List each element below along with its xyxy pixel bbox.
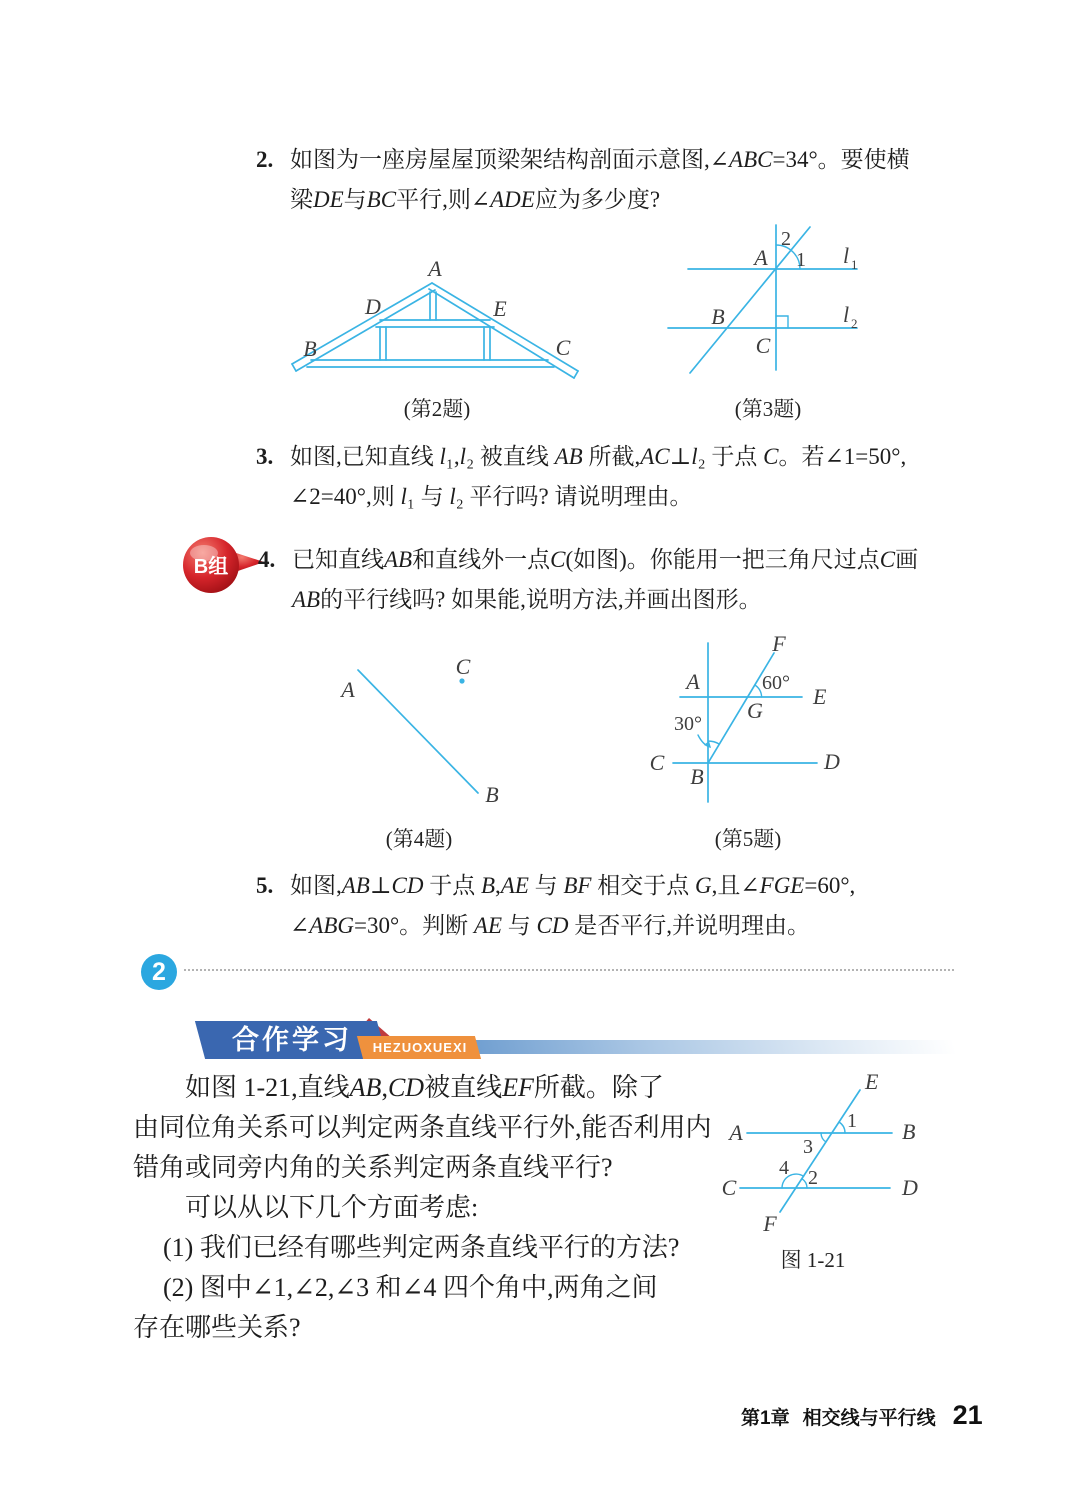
fig121-label-2: 2: [808, 1167, 818, 1189]
problem-3-number: 3.: [256, 444, 274, 469]
footer-page-number: 21: [952, 1400, 983, 1430]
problem-2: [256, 140, 990, 220]
fig5-label-30: 30°: [674, 713, 702, 735]
section-number-badge: 2: [141, 954, 177, 990]
figure-problem5: [648, 633, 848, 818]
banner-gradient-bar: [468, 1040, 957, 1054]
sec2-line2: 由同位角关系可以判定两条直线平行外,能否利用内: [133, 1113, 712, 1142]
page-footer: [741, 1400, 991, 1431]
fig2-label-e: E: [493, 296, 507, 321]
fig4-caption: (第4题): [385, 827, 453, 851]
fig3-label-l1: l: [843, 243, 850, 268]
problem-5-line2: ∠ABG=30°。判断 AE 与 CD 是否平行,并说明理由。: [290, 913, 810, 938]
problem-5-number: 5.: [256, 873, 274, 898]
banner-subtitle: HEZUOXUEXI: [372, 1040, 468, 1055]
dotted-separator: [184, 969, 954, 971]
sec2-line3: 错角或同旁内角的关系判定两条直线平行?: [133, 1153, 613, 1182]
fig121-label-3: 3: [803, 1136, 813, 1158]
fig3-caption: (第3题): [734, 397, 802, 421]
fig121-label-f: F: [763, 1211, 777, 1235]
problem-3-line1: 如图,已知直线 l₁,l₂ 被直线 AB 所截,AC⊥l₂ 于点 C。若∠1=50°,: [290, 444, 907, 469]
hezuoxuexi-banner: [196, 1017, 956, 1067]
fig3-label-l2: l: [843, 302, 850, 327]
fig4-label-c: C: [455, 654, 471, 679]
fig5-label-g: G: [747, 698, 763, 723]
fig2-caption: (第2题): [403, 397, 471, 421]
fig3-label-c: C: [755, 333, 771, 358]
fig121-label-d: D: [902, 1175, 918, 1200]
fig4-label-a: A: [341, 677, 355, 702]
fig5-label-b: B: [690, 764, 704, 789]
fig5-label-e: E: [813, 684, 827, 709]
fig121-label-4: 4: [779, 1157, 789, 1179]
fig3-label-angle1: 1: [796, 249, 806, 271]
sec2-line4: 可以从以下几个方面考虑:: [185, 1193, 479, 1222]
fig121-label-1: 1: [847, 1110, 857, 1132]
problem-4-number: 4.: [258, 547, 276, 572]
fig2-label-a: A: [428, 258, 442, 281]
group-b-badge: [180, 535, 270, 597]
fig3-label-l1-sub: 1: [851, 257, 858, 272]
figure-1-21: [713, 1073, 918, 1235]
section2-text: [133, 1068, 745, 1348]
problem-3-line2: ∠2=40°,则 l₁ 与 l₂ 平行吗? 请说明理由。: [290, 484, 693, 509]
fig5-label-d: D: [824, 749, 840, 774]
fig3-label-b: B: [711, 304, 725, 329]
fig121-label-b: B: [902, 1119, 916, 1144]
footer-book-title: 相交线与平行线: [802, 1408, 936, 1429]
banner-title: 合作学习: [232, 1025, 352, 1055]
fig121-caption: 图 1-21: [780, 1248, 846, 1272]
fig2-label-c: C: [555, 335, 571, 360]
fig121-label-a: A: [729, 1120, 743, 1145]
fig3-label-angle2: 2: [781, 228, 791, 250]
sec2-line7: 存在哪些关系?: [133, 1313, 301, 1342]
fig3-label-a: A: [754, 245, 768, 270]
fig121-label-e: E: [865, 1073, 879, 1094]
problem-2-line1: 如图为一座房屋屋顶梁架结构剖面示意图,∠ABC=34°。要使横: [290, 147, 910, 172]
fig3-label-l2-sub: 2: [851, 316, 858, 331]
problem-4-line1: 已知直线AB和直线外一点C(如图)。你能用一把三角尺过点C画: [292, 547, 919, 572]
sec2-line6: (2) 图中∠1,∠2,∠3 和∠4 四个角中,两角之间: [163, 1273, 658, 1302]
badge-b-label: B组: [193, 556, 229, 578]
sec2-line1: 如图 1-21,直线AB,CD被直线EF所截。除了: [185, 1073, 664, 1102]
figure-roof-truss: [280, 258, 600, 408]
problem-5: [256, 866, 990, 946]
fig5-label-c: C: [649, 750, 665, 775]
fig5-caption: (第5题): [714, 827, 782, 851]
problem-2-line2: 梁DE与BC平行,则∠ADE应为多少度?: [290, 187, 661, 212]
footer-chapter: 第1章: [741, 1408, 790, 1429]
fig2-label-b: B: [303, 336, 317, 361]
problem-3: [256, 437, 990, 517]
figure-problem3: [655, 213, 870, 383]
problem-5-line1: 如图,AB⊥CD 于点 B,AE 与 BF 相交于点 G,且∠FGE=60°,: [290, 873, 856, 898]
problem-4: [258, 540, 992, 620]
sec2-line5: (1) 我们已经有哪些判定两条直线平行的方法?: [163, 1233, 680, 1262]
point-c-dot: [459, 678, 464, 683]
fig121-label-c: C: [721, 1175, 737, 1200]
problem-4-line2: AB的平行线吗? 如果能,说明方法,并画出图形。: [292, 587, 762, 612]
fig5-label-a: A: [686, 669, 700, 694]
problem-2-number: 2.: [256, 147, 274, 172]
fig5-label-60: 60°: [762, 672, 790, 694]
figure-problem4: [328, 652, 513, 817]
fig4-label-b: B: [485, 782, 499, 807]
fig2-label-d: D: [365, 294, 381, 319]
fig5-label-f: F: [772, 633, 786, 656]
